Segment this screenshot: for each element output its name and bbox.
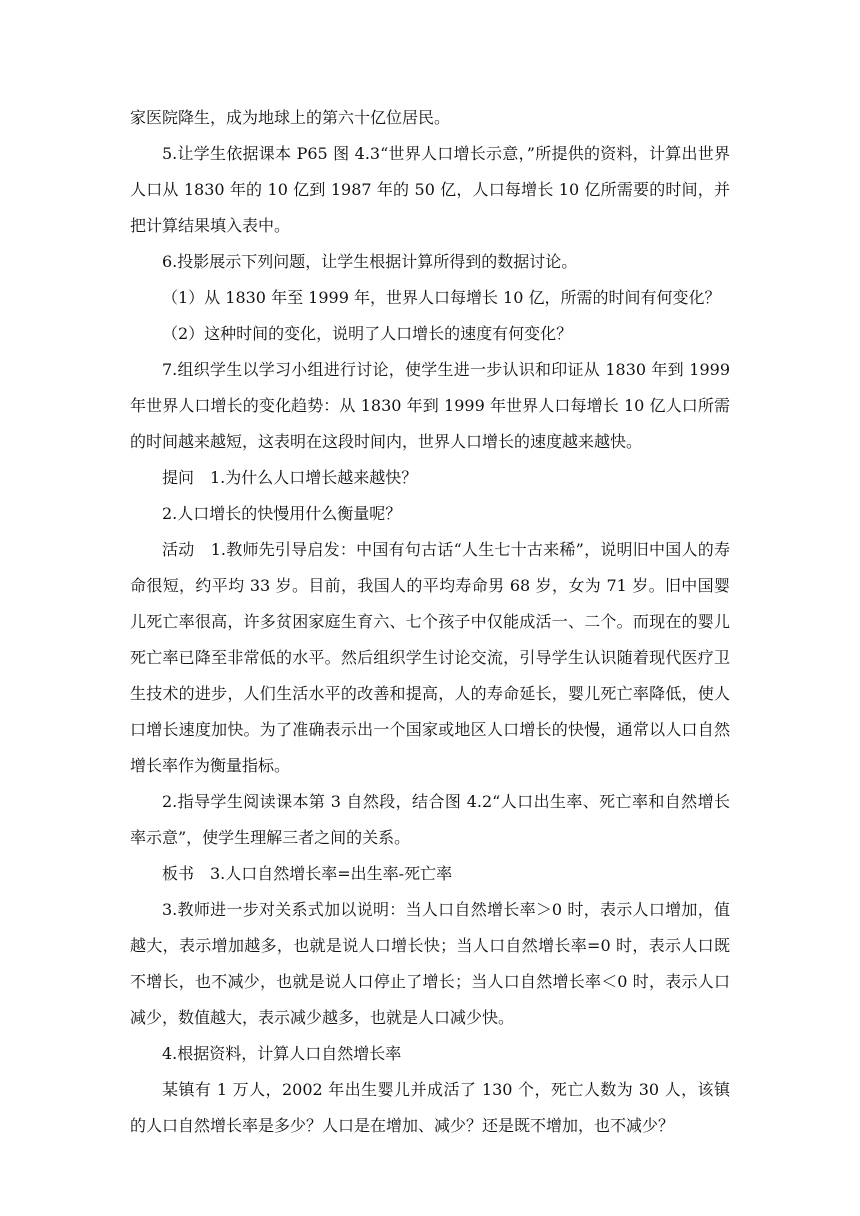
paragraph: 2.人口增长的快慢用什么衡量呢？ xyxy=(162,504,402,523)
paragraph: 7.组织学生以学习小组进行讨论，使学生进一步认识和印证从 1830 年到 1999 年世界人口增长的变化趋势：从 1830 年到 1999 年世界人口每增长 10 亿人口所需的时间越来越短，这表明在这段时间内，世界人口增长的速度越来越快。 xyxy=(130,360,730,451)
paragraph: 4.根据资料，计算人口自然增长率 xyxy=(162,1044,402,1063)
paragraph: 提问 1.为什么人口增长越来越快？ xyxy=(162,468,418,487)
paragraph: （1）从 1830 年至 1999 年，世界人口每增长 10 亿，所需的时间有何变化？ xyxy=(162,288,721,307)
paragraph: 家医院降生，成为地球上的第六十亿位居民。 xyxy=(130,108,451,127)
paragraph: 板书 3.人口自然增长率=出生率-死亡率 xyxy=(162,864,453,883)
paragraph: 2.指导学生阅读课本第 3 自然段，结合图 4.2“人口出生率、死亡率和自然增长率示意”，使学生理解三者之间的关系。 xyxy=(130,792,730,847)
paragraph: （2）这种时间的变化，说明了人口增长的速度有何变化？ xyxy=(162,324,573,343)
paragraph: 5.让学生依据课本 P65 图 4.3“世界人口增长示意，”所提供的资料，计算出世界人口从 1830 年的 10 亿到 1987 年的 50 亿，人口每增长 10 亿所需要的时间，并把计算结果填入表中。 xyxy=(130,144,730,235)
paragraph: 某镇有 1 万人，2002 年出生婴儿并成活了 130 个，死亡人数为 30 人，该镇的人口自然增长率是多少？人口是在增加、减少？还是既不增加，也不减少？ xyxy=(130,1080,730,1135)
paragraph: 6.投影展示下列问题，让学生根据计算所得到的数据讨论。 xyxy=(162,252,578,271)
paragraph: 活动 1.教师先引导启发：中国有句古话“人生七十古来稀”，说明旧中国人的寿命很短，约平均 33 岁。目前，我国人的平均寿命男 68 岁，女为 71 岁。旧中国婴儿死亡率很高，许多贫困家庭生育六、七个孩子中仅能成活一、二个。而现在的婴儿死亡率已降至非常低的水平。然后组织学生讨论交流，引导学生认识随着现代医疗卫生技术的进步，人们生活水平的改善和提高，人的寿命延长，婴儿死亡率降低，使人口增长速度加快。为了准确表示出一个国家或地区人口增长的快慢，通常以人口自然增长率作为衡量指标。 xyxy=(130,540,730,775)
paragraph: 3.教师进一步对关系式加以说明：当人口自然增长率＞0 时，表示人口增加，值越大，表示增加越多，也就是说人口增长快；当人口自然增长率=0 时，表示人口既不增长，也不减少，也就是说人口停止了增长；当人口自然增长率＜0 时，表示人口减少，数值越大，表示减少越多，也就是人口减少快。 xyxy=(130,900,730,1027)
document-body xyxy=(130,100,730,1144)
